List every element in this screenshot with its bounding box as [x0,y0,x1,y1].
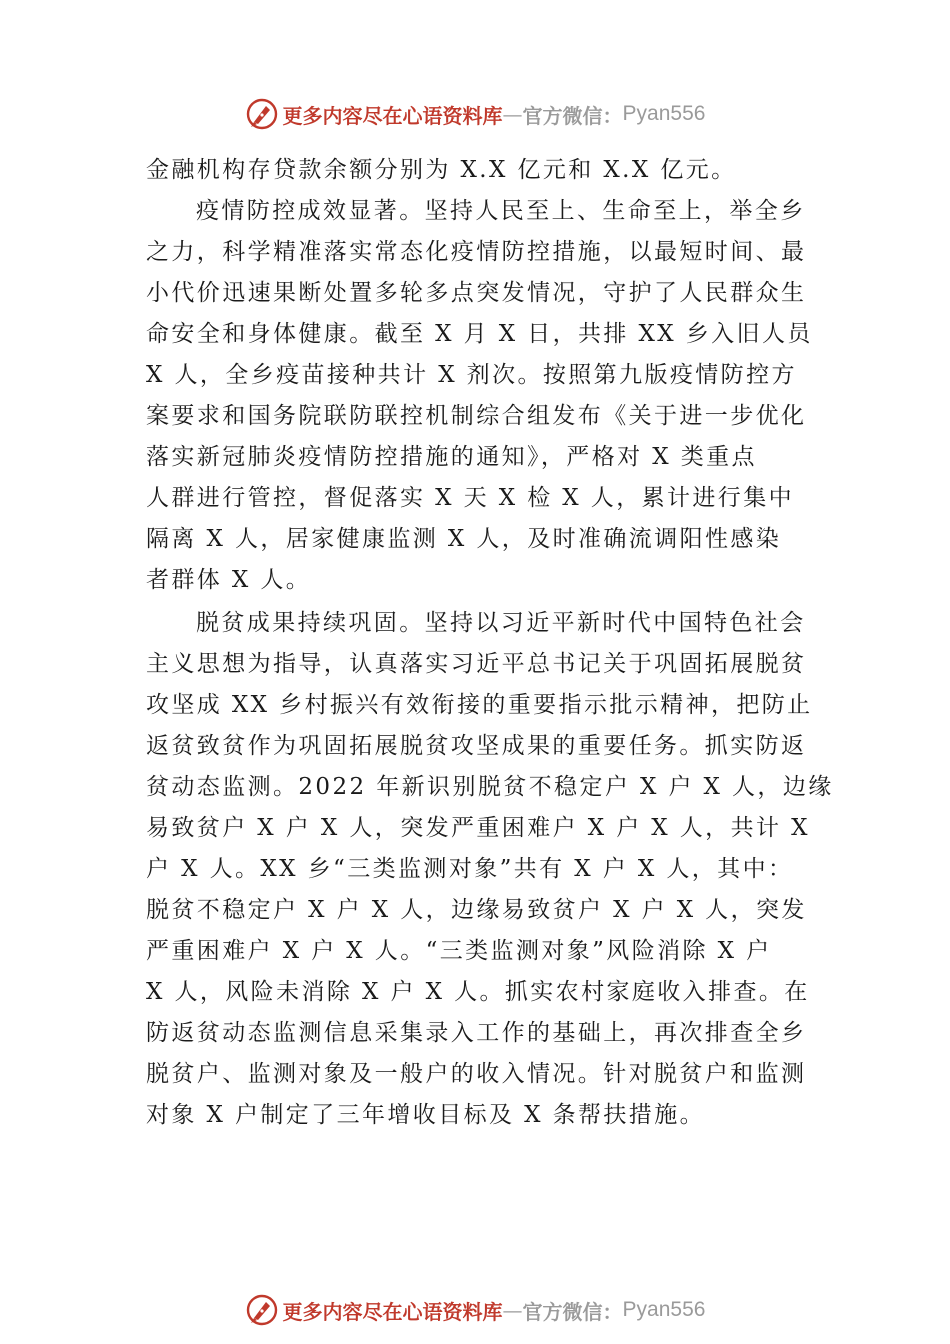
text-line: 主义思想为指导，认真落实习近平总书记关于巩固拓展脱贫 [146,651,807,677]
banner-wechat-id: Pyan556 [622,1298,706,1321]
footer-banner [0,1290,950,1330]
text-line: 脱贫不稳定户 X 户 X 人，边缘易致贫户 X 户 X 人，突发 [146,897,807,923]
text-line: 之力，科学精准落实常态化疫情防控措施，以最短时间、最 [146,239,807,265]
text-line: 案要求和国务院联防联控机制综合组发布《关于进一步优化 [146,403,807,429]
text-line: 疫情防控成效显著。坚持人民至上、生命至上，举全乡 [196,198,806,224]
header-banner [0,94,950,134]
text-line: 攻坚成 XX 乡村振兴有效衔接的重要指示批示精神，把防止 [146,692,813,718]
text-line: 小代价迅速果断处置多轮多点突发情况，守护了人民群众生 [146,280,807,306]
text-line: 落实新冠肺炎疫情防控措施的通知》，严格对 X 类重点 [146,444,757,470]
text-line: 脱贫成果持续巩固。坚持以习近平新时代中国特色社会 [196,610,806,636]
pen-nib-logo-icon [245,97,279,131]
text-line: 者群体 X 人。 [146,567,312,593]
text-line: 严重困难户 X 户 X 人。“三类监测对象”风险消除 X 户 [146,938,772,964]
text-line: 脱贫户、监测对象及一般户的收入情况。针对脱贫户和监测 [146,1061,807,1087]
text-line: 易致贫户 X 户 X 人，突发严重困难户 X 户 X 人，共计 X [146,815,810,841]
banner-wechat-label: 官方微信： [522,1299,623,1324]
banner-wechat-id: Pyan556 [622,102,706,125]
text-line: 贫动态监测。2022 年新识别脱贫不稳定户 X 户 X 人，边缘 [146,774,834,800]
text-line: X 人，全乡疫苗接种共计 X 剂次。按照第九版疫情防控方 [146,362,797,388]
text-line: 命安全和身体健康。截至 X 月 X 日，共排 XX 乡入旧人员 [146,321,813,347]
banner-wechat-label: 官方微信： [522,103,623,128]
document-body [146,150,834,1136]
text-line: 防返贫动态监测信息采集录入工作的基础上，再次排查全乡 [146,1020,807,1046]
text-line: 隔离 X 人，居家健康监测 X 人，及时准确流调阳性感染 [146,526,782,552]
text-line: 对象 X 户制定了三年增收目标及 X 条帮扶措施。 [146,1102,705,1128]
text-line: 户 X 人。XX 乡“三类监测对象”共有 X 户 X 人，其中： [146,856,794,882]
text-line: 金融机构存贷款余额分别为 X.X 亿元和 X.X 亿元。 [146,157,737,183]
banner-separator: — [502,1298,523,1322]
text-line: X 人，风险未消除 X 户 X 人。抓实农村家庭收入排查。在 [146,979,810,1005]
banner-separator: — [502,102,523,126]
pen-nib-logo-icon [245,1293,279,1327]
banner-text: 更多内容尽在心语资料库 [282,1299,503,1324]
text-line: 人群进行管控，督促落实 X 天 X 检 X 人，累计进行集中 [146,485,794,511]
banner-text: 更多内容尽在心语资料库 [282,103,503,128]
text-line: 返贫致贫作为巩固拓展脱贫攻坚成果的重要任务。抓实防返 [146,733,807,759]
